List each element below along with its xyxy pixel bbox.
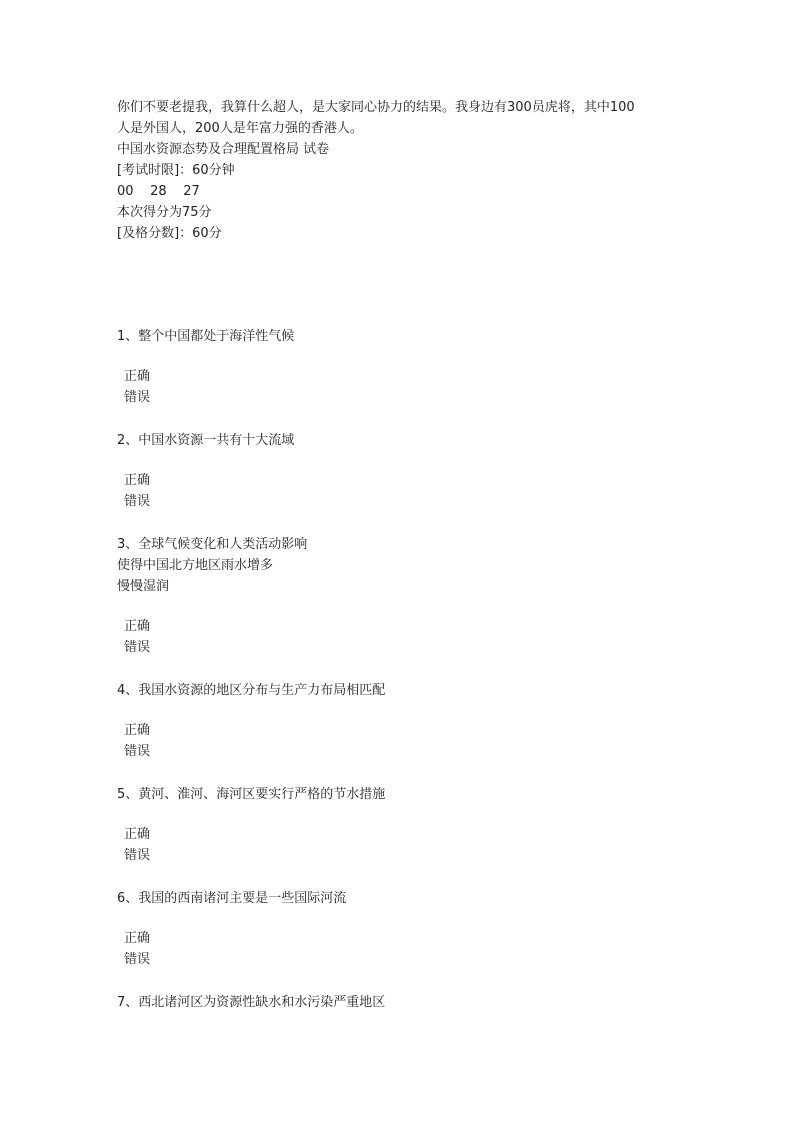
quote-line-1: 你们不要老提我，我算什么超人，是大家同心协力的结果。我身边有300员虎将，其中100 xyxy=(117,100,635,115)
question-text: 7、西北诸河区为资源性缺水和水污染严重地区 xyxy=(117,995,386,1010)
quote-line-2: 人是外国人，200人是年富力强的香港人。 xyxy=(117,121,363,136)
question-text: 3、全球气候变化和人类活动影响 使得中国北方地区雨水增多 慢慢湿润 xyxy=(117,537,308,594)
option-true[interactable]: 正确 xyxy=(124,473,151,488)
time-limit: [考试时限]：60分钟 xyxy=(117,163,235,178)
option-false[interactable]: 错误 xyxy=(124,640,151,655)
option-false[interactable]: 错误 xyxy=(124,494,151,509)
question-item xyxy=(117,430,697,512)
timer-seconds: 27 xyxy=(183,184,200,199)
answer-options xyxy=(117,824,697,866)
answer-options xyxy=(117,470,697,512)
question-text: 6、我国的西南诸河主要是一些国际河流 xyxy=(117,891,347,906)
countdown-timer xyxy=(117,181,697,202)
exam-title: 中国水资源态势及合理配置格局 试卷 xyxy=(117,142,330,157)
option-true[interactable]: 正确 xyxy=(124,369,151,384)
question-list xyxy=(117,326,697,1013)
score-result: 本次得分为75分 xyxy=(117,205,212,220)
pass-score: [及格分数]：60分 xyxy=(117,226,222,241)
option-true[interactable]: 正确 xyxy=(124,619,151,634)
question-text: 4、我国水资源的地区分布与生产力布局相匹配 xyxy=(117,683,386,698)
question-item xyxy=(117,992,697,1013)
question-item xyxy=(117,534,697,658)
option-false[interactable]: 错误 xyxy=(124,744,151,759)
answer-options xyxy=(117,720,697,762)
option-true[interactable]: 正确 xyxy=(124,931,151,946)
question-text: 5、黄河、淮河、海河区要实行严格的节水措施 xyxy=(117,787,386,802)
question-text: 1、整个中国都处于海洋性气候 xyxy=(117,329,295,344)
option-false[interactable]: 错误 xyxy=(124,952,151,967)
option-true[interactable]: 正确 xyxy=(124,723,151,738)
question-item xyxy=(117,326,697,408)
question-text: 2、中国水资源一共有十大流域 xyxy=(117,433,295,448)
option-false[interactable]: 错误 xyxy=(124,848,151,863)
timer-minutes: 28 xyxy=(150,184,167,199)
question-item xyxy=(117,680,697,762)
answer-options xyxy=(117,928,697,970)
question-item xyxy=(117,784,697,866)
option-false[interactable]: 错误 xyxy=(124,390,151,405)
timer-hours: 00 xyxy=(117,184,134,199)
answer-options xyxy=(117,616,697,658)
option-true[interactable]: 正确 xyxy=(124,827,151,842)
answer-options xyxy=(117,366,697,408)
exam-header xyxy=(117,97,697,244)
question-item xyxy=(117,888,697,970)
